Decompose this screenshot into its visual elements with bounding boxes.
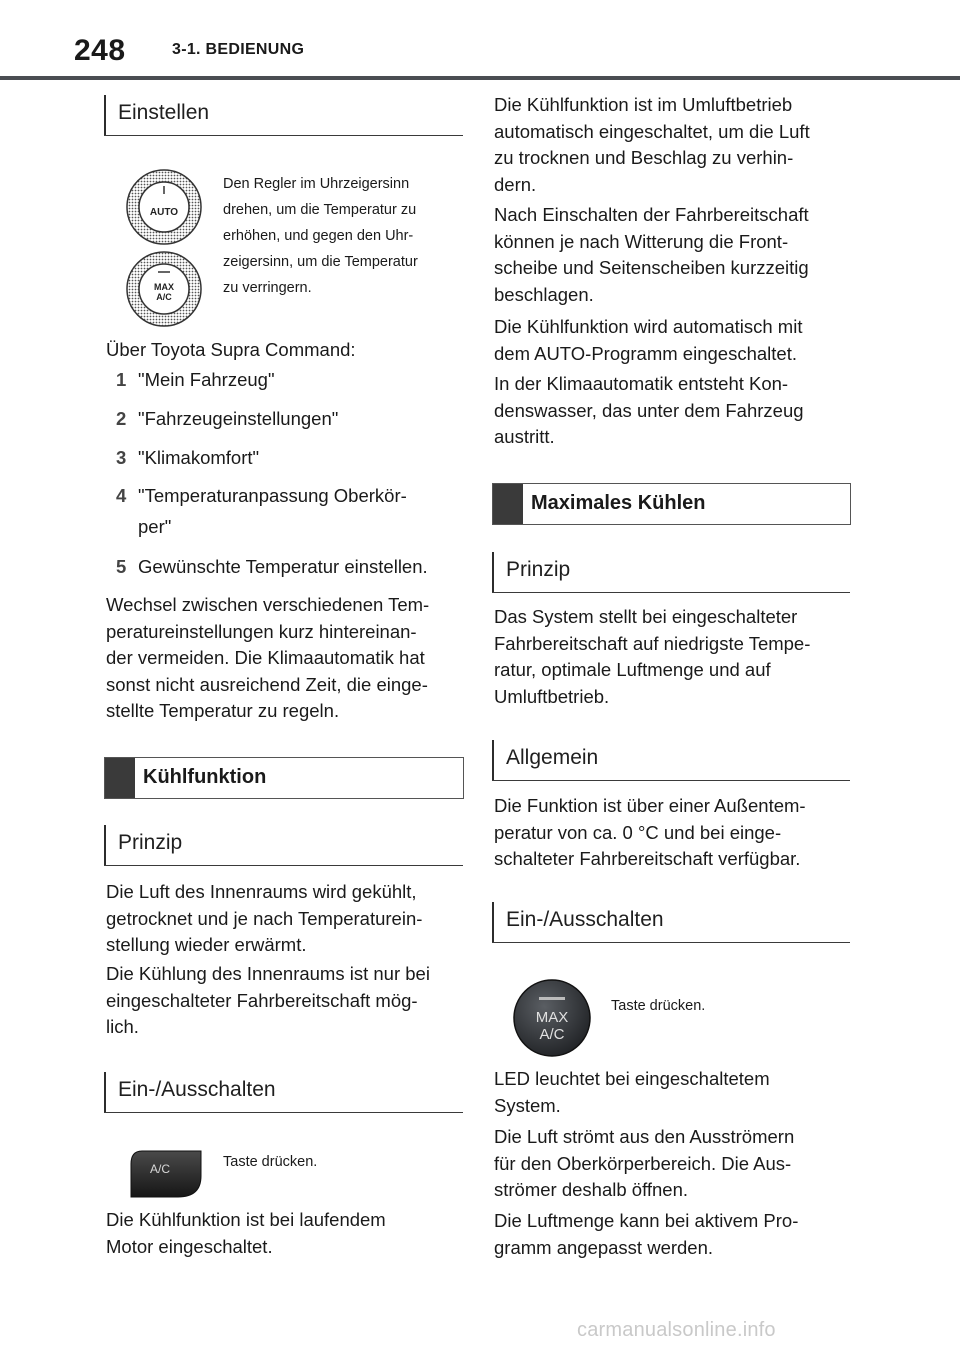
knob-ac-label: A/C [156, 292, 172, 302]
ac-button-label-right: A/C [539, 1026, 565, 1043]
kondens-paragraph: In der Klimaautomatik entsteht Kon- denswasser, das unter dem Fahrzeug austritt. [494, 373, 804, 447]
knob-auto-icon [127, 170, 201, 244]
step-2: 2 "Fahrzeugeinstellungen" [116, 408, 339, 429]
header-rule [0, 76, 960, 80]
box-heading-kuehlfunktion: Kühlfunktion [104, 757, 464, 799]
laufend-paragraph: Die Kühlfunktion ist bei laufendem Motor eingeschaltet. [106, 1209, 386, 1257]
auto-paragraph: Die Kühlfunktion wird automatisch mit dem AUTO-Programm eingeschaltet. [494, 316, 803, 364]
knob-max-ac-icon [127, 252, 201, 326]
led-paragraph: LED leuchtet bei eingeschaltetem System. [494, 1068, 770, 1116]
watermark: carmanualsonline.info [577, 1319, 776, 1341]
nach-paragraph: Nach Einschalten der Fahrbereitschaft können je nach Witterung die Front- scheibe und Seitenscheiben kurzzeitig beschlagen. [494, 204, 809, 305]
command-intro: Über Toyota Supra Command: [106, 339, 356, 360]
step-1: 1 "Mein Fahrzeug" [116, 369, 275, 390]
max-button-label: MAX [535, 1009, 569, 1026]
luftmenge-paragraph: Die Luftmenge kann bei aktivem Pro- gramm angepasst werden. [494, 1210, 799, 1258]
taste-druecken-left: Taste drücken. [223, 1154, 318, 1170]
stroemt-paragraph: Die Luft strömt aus den Ausströmern für den Oberkörperbereich. Die Aus- strömer deshalb öffnen. [494, 1126, 795, 1200]
taste-druecken-right: Taste drücken. [611, 998, 706, 1014]
section-heading-allgemein: Allgemein [492, 740, 598, 780]
section-underline [492, 780, 850, 781]
funktion-paragraph: Die Funktion ist über einer Außentem- peratur von ca. 0 °C und bei einge- schalteter Fahrbereitschaft verfügbar. [494, 795, 806, 869]
chapter-title: 3-1. BEDIENUNG [172, 41, 305, 58]
section-underline [104, 135, 463, 136]
ac-button-icon [130, 1150, 202, 1198]
section-heading-ein-ausschalten-right: Ein-/Ausschalten [492, 902, 664, 942]
knob-max-label: MAX [154, 282, 174, 292]
section-heading-prinzip-right: Prinzip [492, 552, 570, 592]
step-3: 3 "Klimakomfort" [116, 447, 260, 468]
ac-button-label: A/C [149, 1162, 171, 1176]
section-underline [492, 592, 850, 593]
system-paragraph: Das System stellt bei eingeschalteter Fahrbereitschaft auf niedrigste Tempe- ratur, optimale Luftmenge und auf Umluftbetrieb. [494, 606, 811, 707]
wechsel-paragraph: Wechsel zwischen verschiedenen Tem- peratureinstellungen kurz hintereinan- der vermeiden. Die Klimaautomatik hat sonst nicht ausreichend Zeit, die einge- stellte Temperatur zu regeln. [106, 594, 430, 721]
section-heading-prinzip: Prinzip [104, 825, 182, 865]
max-ac-button-icon [512, 978, 592, 1058]
temperature-knob-illustration [125, 168, 203, 328]
luft-paragraph: Die Luft des Innenraums wird gekühlt, getrocknet und je nach Temperaturein- stellung wieder erwärmt. [106, 881, 423, 955]
umluft-paragraph: Die Kühlfunktion ist im Umluftbetrieb automatisch eingeschaltet, um die Luft zu trocknen und Beschlag zu verhin- dern. [494, 94, 810, 195]
section-underline [492, 942, 850, 943]
section-heading-ein-ausschalten: Ein-/Ausschalten [104, 1072, 276, 1112]
knob-description: Den Regler im Uhrzeigersinn drehen, um die Temperatur zu erhöhen, und gegen den Uhr- zeigersinn, um die Temperatur zu verringern. [223, 176, 418, 296]
kuehlung-paragraph: Die Kühlung des Innenraums ist nur bei eingeschalteter Fahrbereitschaft mög- lich. [106, 963, 430, 1037]
section-heading-einstellen: Einstellen [104, 95, 209, 135]
page-number: 248 [74, 34, 126, 67]
step-5: 5 Gewünschte Temperatur einstellen. [116, 556, 428, 577]
box-heading-maximales-kuehlen: Maximales Kühlen [492, 483, 851, 525]
section-underline [104, 865, 463, 866]
section-underline [104, 1112, 463, 1113]
step-4: 4 "Temperaturanpassung Oberkör- per" [116, 485, 407, 537]
knob-auto-label: AUTO [149, 207, 179, 218]
